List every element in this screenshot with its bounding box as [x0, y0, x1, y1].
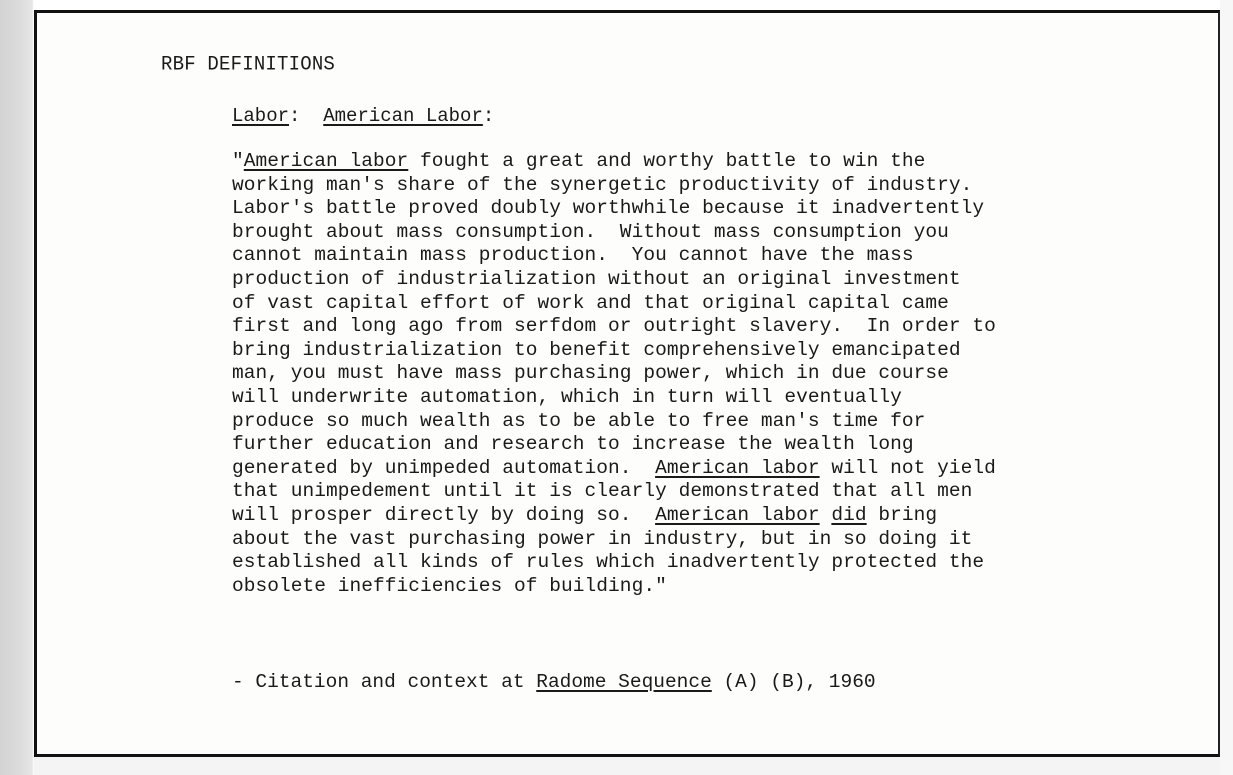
quote-text: bring	[866, 503, 938, 526]
quote-line	[232, 292, 1222, 316]
underlined-term: American labor	[655, 456, 820, 479]
quote-text: that unimpedement until it is clearly demonstrated that all men	[232, 480, 973, 503]
citation	[232, 671, 876, 693]
quote-line	[232, 551, 1222, 575]
quote-line	[232, 480, 1222, 504]
quote-text: "	[232, 150, 244, 172]
underlined-term: American labor	[655, 503, 820, 526]
quote-text	[820, 504, 832, 526]
quote-line	[232, 457, 1222, 481]
term-sublabel: American Labor	[323, 105, 483, 127]
quote-text: generated by unimpeded automation.	[232, 456, 656, 479]
quote-line	[232, 197, 1222, 221]
term-separator: :	[289, 105, 324, 127]
quote-line	[232, 339, 1222, 363]
quote-text: bring industrialization to benefit comprehensively emancipated	[232, 338, 961, 361]
quote-text: established all kinds of rules which inadvertently protected the	[232, 551, 985, 574]
quote-line	[232, 174, 1222, 198]
quote-text: cannot maintain mass production. You cannot have the mass	[232, 244, 914, 267]
quote-text: working man's share of the synergetic productivity of industry.	[232, 173, 973, 196]
citation-prefix: - Citation and context at	[232, 671, 537, 693]
quote-text: brought about mass consumption. Without mass consumption you	[232, 220, 949, 243]
quote-line	[232, 150, 1222, 174]
quote-text: Labor's battle proved doubly worthwhile because it inadvertently	[232, 197, 985, 220]
quote-text: will prosper directly by doing so.	[232, 503, 656, 526]
definition-quote	[232, 150, 1222, 598]
page-edge	[1220, 0, 1233, 775]
term-heading	[232, 105, 494, 127]
citation-link[interactable]: Radome Sequence	[536, 671, 712, 693]
quote-text: will underwrite automation, which in turn will eventually	[232, 385, 902, 408]
quote-text: about the vast purchasing power in industry, but in so doing it	[232, 527, 973, 550]
term-end: :	[482, 105, 495, 127]
quote-line	[232, 504, 1222, 528]
quote-line	[232, 268, 1222, 292]
quote-line	[232, 386, 1222, 410]
quote-text: man, you must have mass purchasing power, which in due course	[232, 362, 949, 385]
underlined-term: American labor	[243, 150, 409, 172]
quote-text: of vast capital effort of work and that original capital came	[232, 291, 949, 314]
citation-suffix: (A) (B), 1960	[711, 671, 876, 693]
quote-line	[232, 575, 1222, 599]
next-card-edge	[34, 757, 1220, 775]
quote-text: further education and research to increase the wealth long	[232, 433, 914, 456]
quote-line	[232, 528, 1222, 552]
quote-text: production of industrialization without an original investment	[232, 267, 961, 290]
quote-line	[232, 362, 1222, 386]
quote-text: obsolete inefficiencies of building."	[232, 574, 667, 597]
quote-line	[232, 244, 1222, 268]
underlined-term: did	[831, 503, 867, 526]
page-title: RBF DEFINITIONS	[161, 52, 336, 76]
quote-text: fought a great and worthy battle to win the	[408, 150, 926, 172]
quote-text: first and long ago from serfdom or outright slavery. In order to	[232, 315, 996, 338]
quote-line	[232, 433, 1222, 457]
term-label: Labor	[232, 105, 290, 127]
quote-text: produce so much wealth as to be able to free man's time for	[232, 409, 926, 432]
definition-card	[34, 10, 1220, 757]
quote-line	[232, 410, 1222, 434]
quote-line	[232, 315, 1222, 339]
quote-line	[232, 221, 1222, 245]
quote-text: will not yield	[819, 456, 996, 479]
